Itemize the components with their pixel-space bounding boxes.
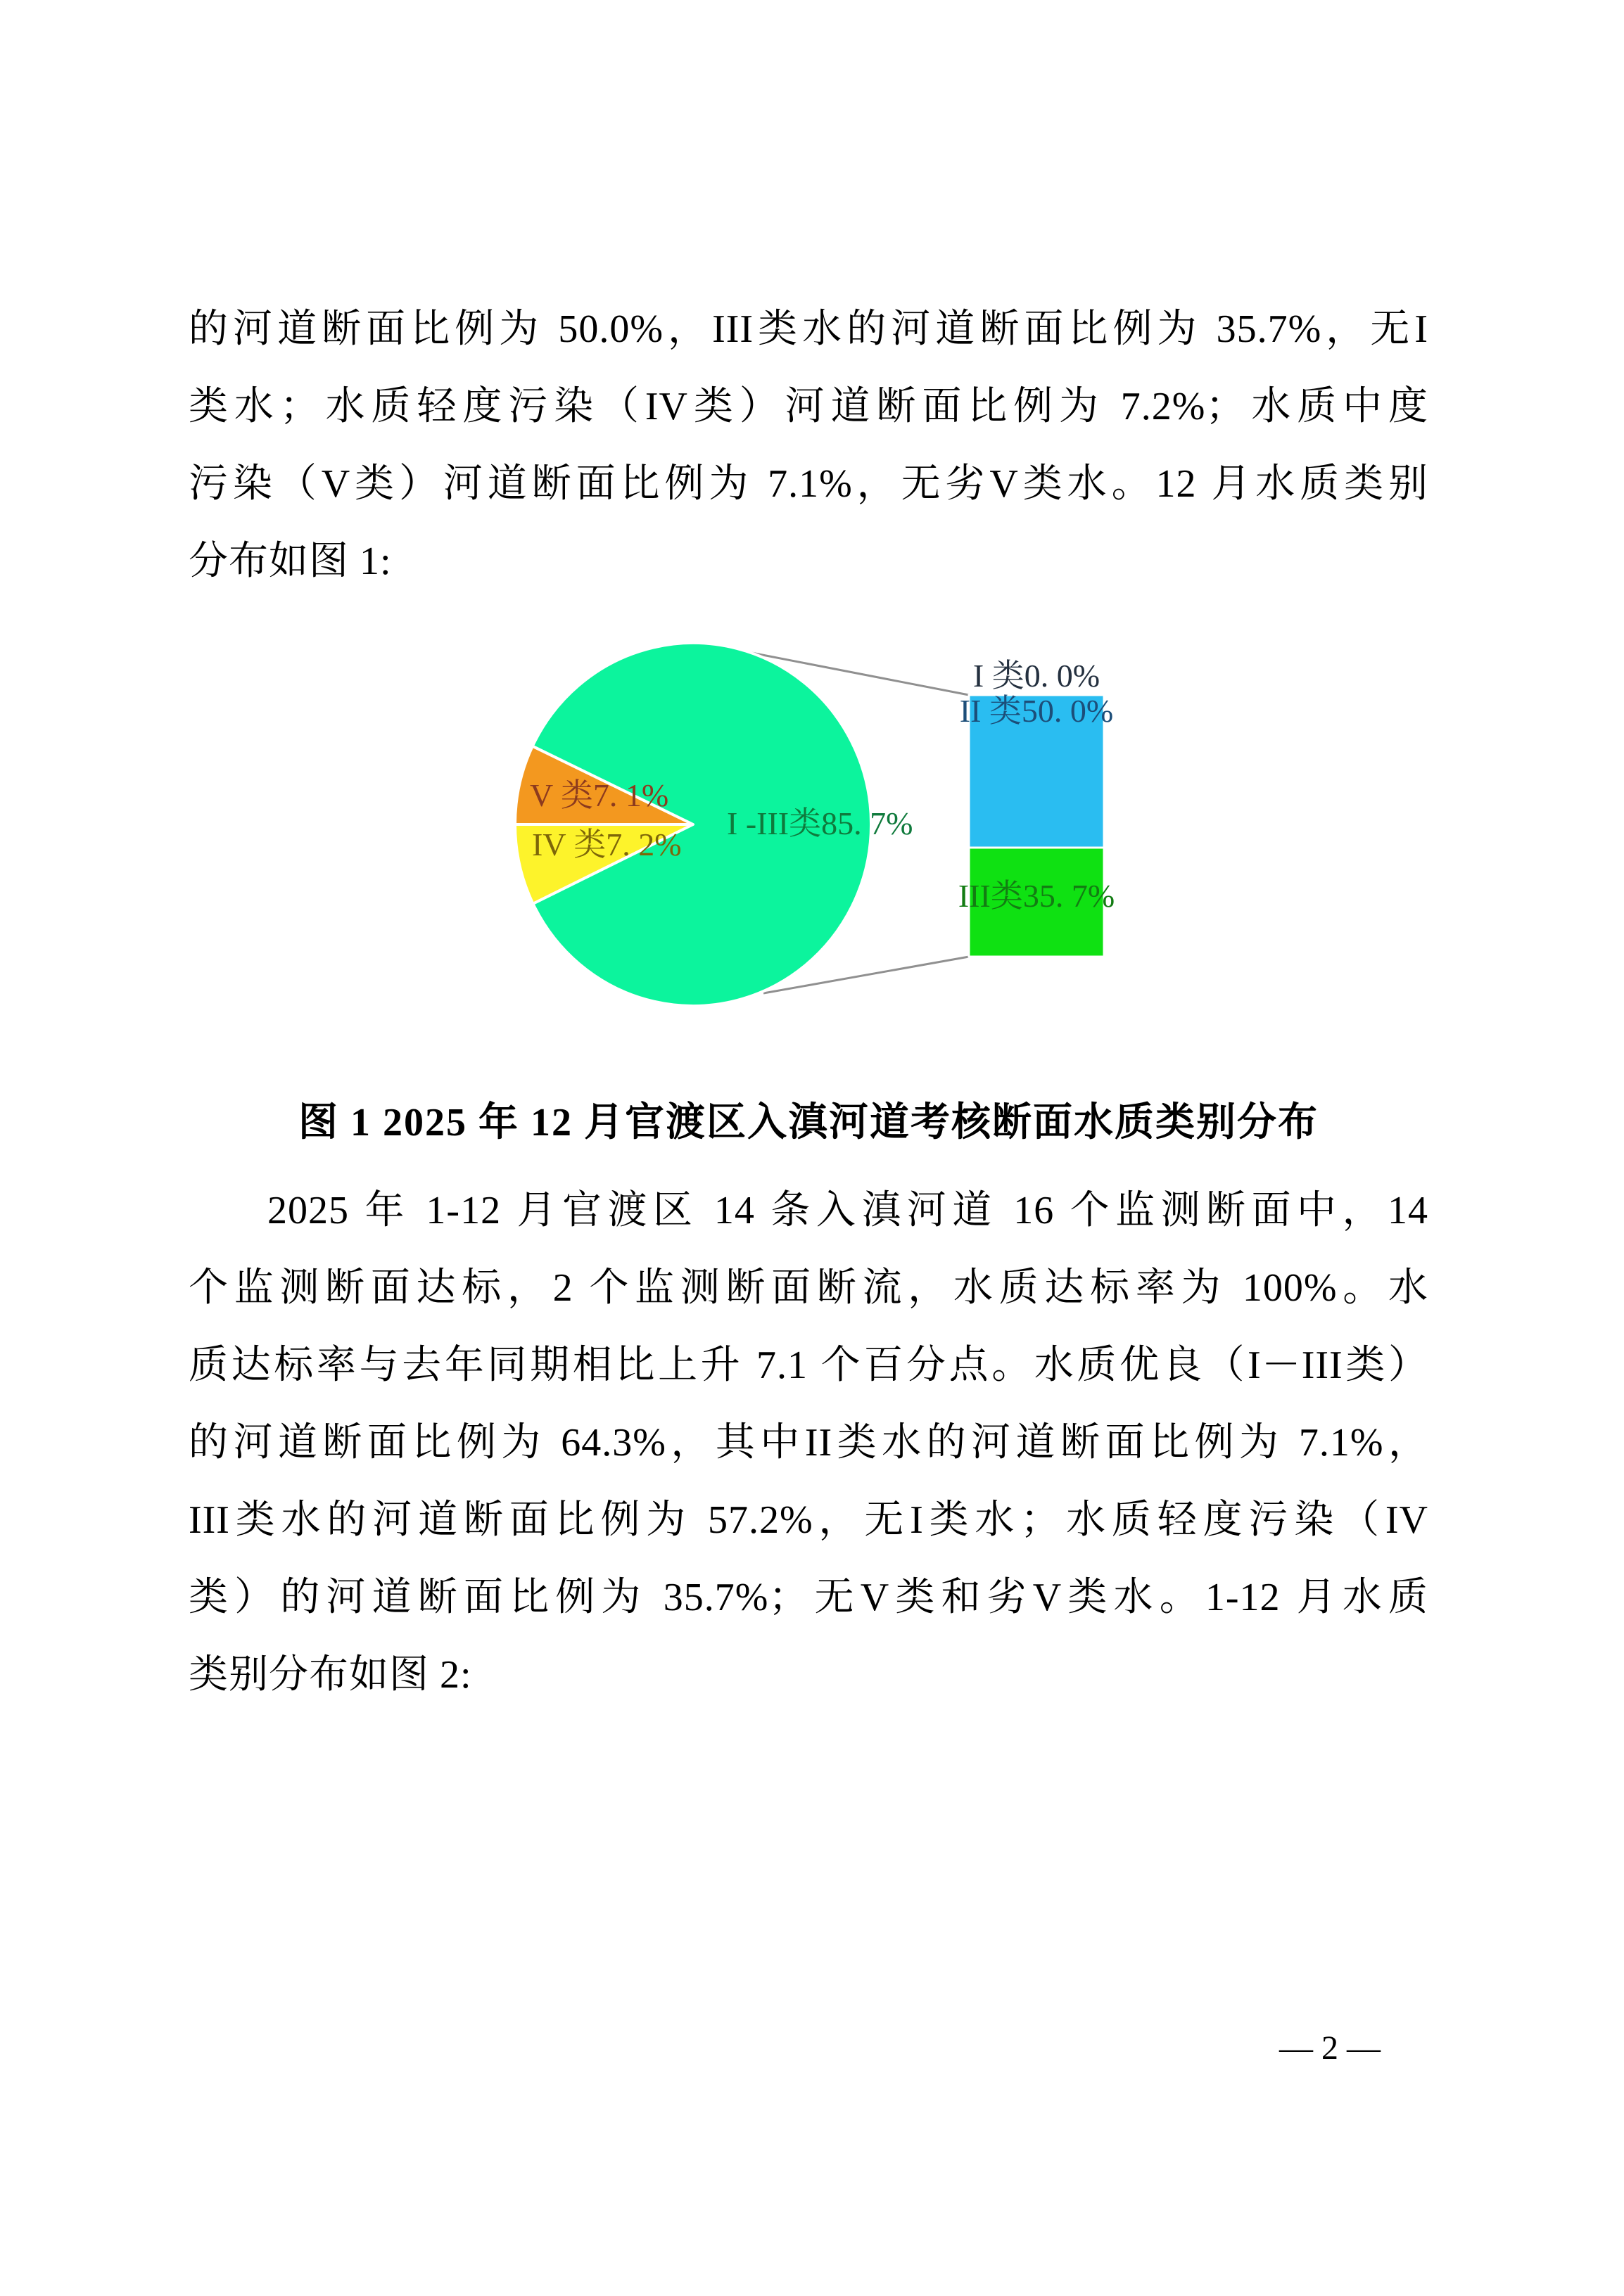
body-line: 的河道断面比例为 64.3%，其中II类水的河道断面比例为 7.1%，: [189, 1421, 1428, 1465]
body-line: 的河道断面比例为 50.0%，III类水的河道断面比例为 35.7%，无I: [189, 307, 1428, 351]
pie-slice-label: IV 类7. 2%: [532, 827, 682, 862]
bar-segment-label: II 类50. 0%: [959, 693, 1114, 729]
paragraph-1: [189, 291, 1428, 600]
body-line: 2025 年 1-12 月官渡区 14 条入滇河道 16 个监测断面中，14: [267, 1189, 1428, 1232]
body-line: 分布如图 1:: [189, 540, 392, 583]
body-line: 类）的河道断面比例为 35.7%；无V类和劣V类水。1-12 月水质: [189, 1576, 1428, 1619]
figure1-chart: [464, 619, 1168, 1034]
body-line: 个监测断面达标，2 个监测断面断流，水质达标率为 100%。水: [189, 1266, 1428, 1310]
body-line: 类别分布如图 2:: [189, 1653, 472, 1697]
body-line: III类水的河道断面比例为 57.2%，无I类水；水质轻度污染（IV: [189, 1498, 1428, 1542]
bar-annotation-label: I 类0. 0%: [972, 658, 1100, 694]
body-line: 质达标率与去年同期相比上升 7.1 个百分点。水质优良（I－III类）: [189, 1344, 1428, 1387]
pie-slice-label: I -III类85. 7%: [727, 805, 913, 841]
page-number: — 2 —: [1279, 2029, 1381, 2067]
body-line: 污染（V类）河道断面比例为 7.1%，无劣V类水。12 月水质类别: [189, 462, 1428, 506]
figure1-caption: 图 1 2025 年 12 月官渡区入滇河道考核断面水质类别分布: [298, 1101, 1319, 1144]
pie-slice-label: V 类7. 1%: [530, 777, 669, 813]
body-line: 类水；水质轻度污染（IV类）河道断面比例为 7.2%；水质中度: [189, 385, 1428, 428]
bar-segment-label: III类35. 7%: [958, 878, 1115, 914]
paragraph-2: [189, 1172, 1428, 1714]
